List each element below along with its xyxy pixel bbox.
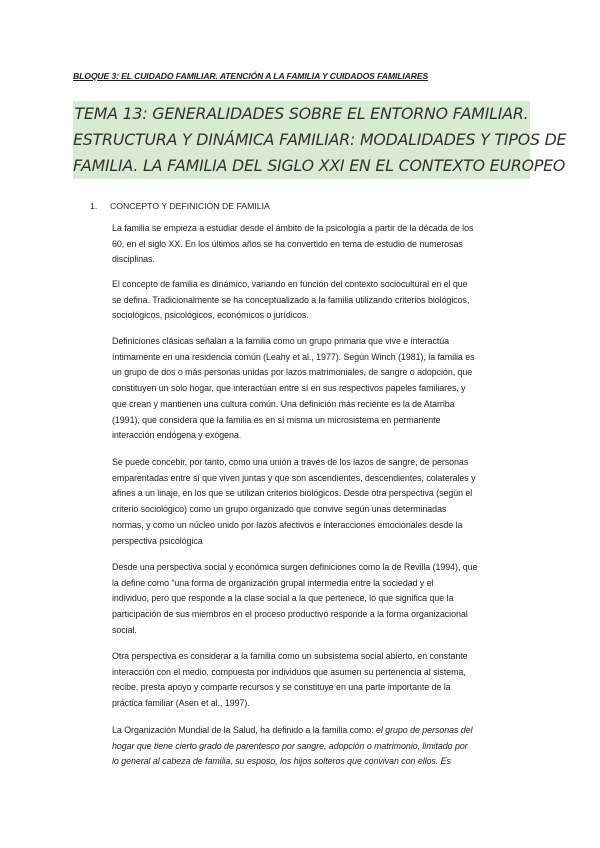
paragraph-line: la define como “una forma de organización grupal intermedia entre la sociedad y el <box>112 577 434 588</box>
topic-title-line: FAMILIA. LA FAMILIA DEL SIGLO XXI EN EL CONTEXTO EUROPEO <box>73 153 530 179</box>
italic-definition: el grupo de personas del <box>376 725 473 735</box>
section-heading-text: CONCEPTO Y DEFINICIÓN DE FAMILIA <box>110 201 270 211</box>
paragraph-line: individuo, pero que responde a la clase social a la que pertenece, lo que significa que la <box>112 593 454 604</box>
paragraph-line: Desde una perspectiva social y económica surgen definiciones como la de Revilla (1994), que <box>112 562 478 572</box>
paragraph-line: criterio sociológico) como un grupo organizado que convive según unas determinadas <box>112 504 447 515</box>
paragraph <box>112 560 535 639</box>
paragraph-line: El concepto de familia es dinámico, variando en función del contexto sociocultural en el que <box>112 279 468 289</box>
paragraph <box>112 723 535 770</box>
paragraph-line: íntimamente en una residencia común (Leahy et al., 1977). Según Winch (1981), la familia es <box>112 351 475 362</box>
paragraph-line: Otra perspectiva es considerar a la familia como un subsistema social abierto, en constante <box>112 651 468 661</box>
paragraph-line: (1991), que considera que la familia es en sí misma un microsistema en permanente <box>112 414 441 425</box>
paragraph-line: práctica familiar (Asen et al., 1997). <box>112 698 250 709</box>
paragraph-line: La familia se empieza a estudiar desde el ámbito de la psicología a partir de la década de los <box>112 223 474 233</box>
paragraph-line: disciplinas. <box>112 254 155 265</box>
paragraph-line: sociológicos, psicológicos, económicos o jurídicos. <box>112 310 309 321</box>
paragraph-line: hogar que tiene cierto grado de parentesco por sangre, adopción o matrimonio, limitado por <box>112 740 468 751</box>
paragraph-line: afines a un linaje, en los que se utilizan criterios biológicos. Desde otra perspectiva (según el <box>112 488 473 499</box>
paragraph-line: lo general al cabeza de familia, su esposo, los hijos solteros que convivan con ellos. Es <box>112 756 451 767</box>
topic-title-line: TEMA 13: GENERALIDADES SOBRE EL ENTORNO FAMILIAR. <box>73 101 530 127</box>
paragraph-line: normas, y como un núcleo unido por lazos afectivos e interacciones emocionales desde la <box>112 519 463 530</box>
paragraph-line: participación de sus miembros en el proceso productivo responde a la forma organizacional <box>112 609 468 620</box>
paragraph-line-text: La Organización Mundial de la Salud, ha definido a la familia como: <box>112 725 376 735</box>
paragraph-line: perspectiva psicológica <box>112 535 203 546</box>
paragraph-line: recibe, presta apoyo y comparte recursos y se constituye en una parte importante de la <box>112 682 451 693</box>
paragraph-line <box>112 723 535 739</box>
paragraph-line: que crean y mantienen una cultura común. Una definición más reciente es la de Atarriba <box>112 398 455 409</box>
paragraph <box>112 455 535 549</box>
paragraph-line: Definiciones clásicas señalan a la familia como un grupo primaria que vive e interactúa <box>112 336 450 346</box>
paragraph <box>112 649 535 712</box>
topic-title-line: ESTRUCTURA Y DINÁMICA FAMILIAR: MODALIDADES Y TIPOS DE <box>73 127 530 153</box>
paragraph-line: Se puede concebir, por tanto, como una unión a través de los lazos de sangre, de personas <box>112 457 469 467</box>
section-number: 1. <box>90 201 98 211</box>
paragraph <box>112 221 535 268</box>
topic-title <box>73 101 567 179</box>
paragraph <box>112 277 535 324</box>
paragraph-line: interacción con el medio, compuesta por individuos que asumen su pertenencia al sistema, <box>112 666 466 677</box>
paragraph-line: social. <box>112 624 137 635</box>
section-heading <box>90 201 270 211</box>
paragraph-line: un grupo de dos o más personas unidas por lazos matrimoniales, de sangre o adopción, que <box>112 367 473 378</box>
paragraph-line: se defina. Tradicionalmente se ha conceptualizado a la familia utilizando criterios biológicos, <box>112 294 470 305</box>
paragraph-line: 60, en el siglo XX. En los últimos años se ha convertido en tema de estudio de numerosas <box>112 238 463 249</box>
paragraph <box>112 334 535 444</box>
paragraph-line: interacción endógena y exógena. <box>112 430 242 441</box>
block-header: BLOQUE 3: EL CUIDADO FAMILIAR. ATENCIÓN A LA FAMILIA Y CUIDADOS FAMILIARES <box>73 71 429 81</box>
paragraph-line: constituyen un solo hogar, que interactúan entre sí en sus respectivos papeles familiares, y <box>112 383 466 394</box>
paragraph-line: emparentadas entre sí que viven juntas y que son ascendientes, descendientes, colaterales y <box>112 472 476 483</box>
